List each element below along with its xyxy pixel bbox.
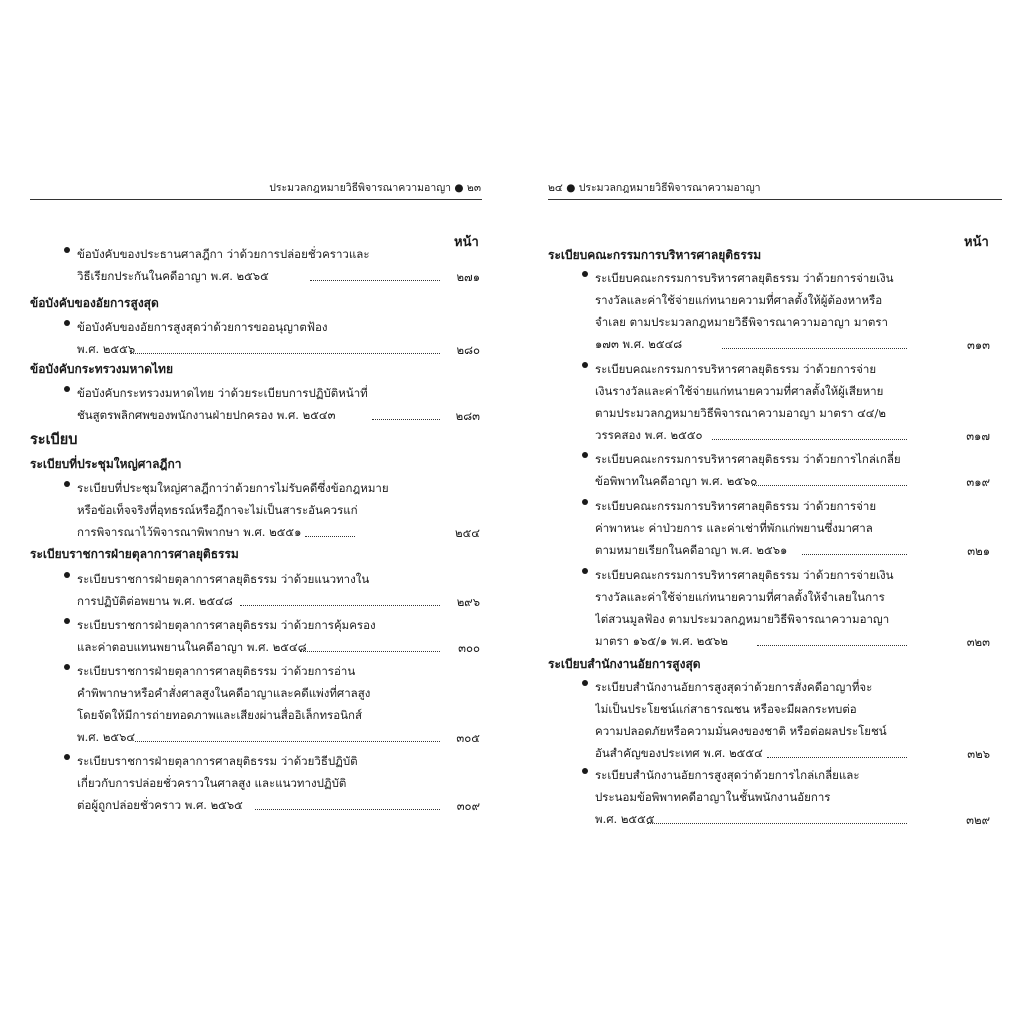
leader-dots bbox=[135, 741, 440, 742]
section-title: ระเบียบสำนักงานอัยการสูงสุด bbox=[548, 657, 701, 671]
leader-dots bbox=[310, 280, 440, 281]
page-number: ๓๒๓ bbox=[966, 635, 990, 649]
entry-line: ข้อบังคับของประธานศาลฎีกา ว่าด้วยการปล่อยชั่วคราวและ bbox=[77, 247, 370, 261]
leader-dots bbox=[767, 757, 907, 758]
entry-line: พ.ศ. ๒๕๕๖ bbox=[77, 342, 136, 356]
entry-line: รางวัลและค่าใช้จ่ายแก่ทนายความที่ศาลตั้งให้จำเลยในการ bbox=[595, 590, 885, 604]
page-number: ๓๐๐ bbox=[458, 641, 480, 655]
page-number: ๓๐๕ bbox=[456, 731, 480, 745]
entry-line: ตามประมวลกฎหมายวิธีพิจารณาความอาญา มาตรา ๔๔/๒ bbox=[595, 406, 886, 420]
leader-dots bbox=[712, 439, 907, 440]
section-title: ระเบียบที่ประชุมใหญ่ศาลฎีกา bbox=[30, 457, 182, 471]
entry-line: เงินรางวัลและค่าใช้จ่ายแก่ทนายความที่ศาลตั้งให้ผู้เสียหาย bbox=[595, 384, 884, 398]
entry-line: การพิจารณาไว้พิจารณาพิพากษา พ.ศ. ๒๕๕๑ bbox=[77, 525, 302, 539]
entry-line: ระเบียบราชการฝ่ายตุลาการศาลยุติธรรม ว่าด้วยการคุ้มครอง bbox=[77, 618, 376, 632]
entry-line: ข้อบังคับของอัยการสูงสุดว่าด้วยการขออนุญาตฟ้อง bbox=[77, 320, 328, 334]
leader-dots bbox=[802, 554, 907, 555]
bullet-icon bbox=[582, 362, 588, 368]
page-number: ๓๒๙ bbox=[966, 813, 990, 827]
entry-line: ชันสูตรพลิกศพของพนักงานฝ่ายปกครอง พ.ศ. ๒๕๔๓ bbox=[77, 408, 336, 422]
page-number: ๒๕๔ bbox=[455, 526, 480, 540]
entry-line: ระเบียบคณะกรรมการบริหารศาลยุติธรรม ว่าด้วยการจ่ายเงิน bbox=[595, 568, 894, 582]
entry-line: วิธีเรียกประกันในคดีอาญา พ.ศ. ๒๕๖๕ bbox=[77, 269, 269, 283]
bullet-icon bbox=[582, 499, 588, 505]
leader-dots bbox=[752, 485, 907, 486]
page-number: ๓๑๓ bbox=[966, 338, 990, 352]
entry-line: ไต่สวนมูลฟ้อง ตามประมวลกฎหมายวิธีพิจารณาความอาญา bbox=[595, 612, 890, 626]
entry-line: ระเบียบราชการฝ่ายตุลาการศาลยุติธรรม ว่าด้วยวิธีปฏิบัติ bbox=[77, 754, 358, 768]
section-title: ระเบียบ bbox=[30, 431, 78, 448]
bullet-icon bbox=[582, 680, 588, 686]
leader-dots bbox=[722, 348, 907, 349]
entry-line: ระเบียบสำนักงานอัยการสูงสุดว่าด้วยการสั่งคดีอาญาที่จะ bbox=[595, 680, 873, 694]
bullet-icon bbox=[64, 618, 70, 624]
entry-line: ระเบียบคณะกรรมการบริหารศาลยุติธรรม ว่าด้วยการจ่ายเงิน bbox=[595, 271, 894, 285]
header-rule bbox=[548, 199, 1002, 200]
entry-line: ข้อพิพาทในคดีอาญา พ.ศ. ๒๕๖๐ bbox=[595, 474, 758, 488]
page-number: ๒๘๓ bbox=[455, 409, 480, 423]
bullet-icon bbox=[582, 768, 588, 774]
bullet-icon bbox=[582, 568, 588, 574]
section-title: ข้อบังคับกระทรวงมหาดไทย bbox=[30, 362, 173, 376]
entry-line: และค่าตอบแทนพยานในคดีอาญา พ.ศ. ๒๕๔๘ bbox=[77, 640, 307, 654]
entry-line: ระเบียบราชการฝ่ายตุลาการศาลยุติธรรม ว่าด้วยแนวทางใน bbox=[77, 572, 370, 586]
entry-line: ระเบียบราชการฝ่ายตุลาการศาลยุติธรรม ว่าด้วยการอ่าน bbox=[77, 664, 356, 678]
entry-line: ค่าพาหนะ ค่าป่วยการ และค่าเช่าที่พักแก่พยานซึ่งมาศาล bbox=[595, 521, 873, 535]
entry-line: วรรคสอง พ.ศ. ๒๕๕๐ bbox=[595, 428, 703, 442]
page-column-label: หน้า bbox=[454, 235, 479, 250]
leader-dots bbox=[647, 823, 907, 824]
entry-line: คำพิพากษาหรือคำสั่งศาลสูงในคดีอาญาและคดีแพ่งที่ศาลสูง bbox=[77, 686, 371, 700]
entry-line: ระเบียบคณะกรรมการบริหารศาลยุติธรรม ว่าด้วยการจ่าย bbox=[595, 362, 877, 376]
bullet-icon bbox=[64, 481, 70, 487]
entry-line: ระเบียบที่ประชุมใหญ่ศาลฎีกาว่าด้วยการไม่รับคดีซึ่งข้อกฎหมาย bbox=[77, 481, 389, 495]
entry-line: หรือข้อเท็จจริงที่อุทธรณ์หรือฎีกาจะไม่เป็นสาระอันควรแก่ bbox=[77, 503, 358, 517]
running-head: ๒๔ ● ประมวลกฎหมายวิธีพิจารณาความอาญา bbox=[548, 182, 761, 194]
bullet-icon bbox=[64, 320, 70, 326]
entry-line: ระเบียบคณะกรรมการบริหารศาลยุติธรรม ว่าด้วยการจ่าย bbox=[595, 499, 877, 513]
entry-line: อันสำคัญของประเทศ พ.ศ. ๒๕๕๔ bbox=[595, 746, 763, 760]
entry-line: ระเบียบคณะกรรมการบริหารศาลยุติธรรม ว่าด้วยการไกล่เกลี่ย bbox=[595, 452, 901, 466]
entry-line: ๑๗๓ พ.ศ. ๒๕๔๘ bbox=[595, 337, 683, 351]
entry-line: ประนอมข้อพิพาทคดีอาญาในชั้นพนักงานอัยการ bbox=[595, 790, 831, 804]
page-number: ๓๒๖ bbox=[967, 747, 990, 761]
section-title: ระเบียบคณะกรรมการบริหารศาลยุติธรรม bbox=[548, 248, 762, 262]
bullet-icon bbox=[64, 247, 70, 253]
page-number: ๒๙๖ bbox=[456, 595, 480, 609]
header-rule bbox=[30, 199, 482, 200]
bullet-icon bbox=[582, 452, 588, 458]
leader-dots bbox=[300, 651, 440, 652]
page-number: ๓๑๗ bbox=[966, 429, 990, 443]
bullet-icon bbox=[64, 572, 70, 578]
entry-line: ข้อบังคับกระทรวงมหาดไทย ว่าด้วยระเบียบการปฏิบัติหน้าที่ bbox=[77, 386, 368, 400]
section-title: ระเบียบราชการฝ่ายตุลาการศาลยุติธรรม bbox=[30, 547, 239, 561]
page-number: ๓๐๙ bbox=[456, 799, 480, 813]
entry-line: รางวัลและค่าใช้จ่ายแก่ทนายความที่ศาลตั้งให้ผู้ต้องหาหรือ bbox=[595, 293, 883, 307]
leader-dots bbox=[240, 605, 440, 606]
bullet-icon bbox=[64, 664, 70, 670]
entry-line: ความปลอดภัยหรือความมั่นคงของชาติ หรือต่อผลประโยชน์ bbox=[595, 724, 887, 738]
entry-line: มาตรา ๑๖๕/๑ พ.ศ. ๒๕๖๒ bbox=[595, 634, 728, 648]
bullet-icon bbox=[64, 754, 70, 760]
entry-line: โดยจัดให้มีการถ่ายทอดภาพและเสียงผ่านสื่ออิเล็กทรอนิกส์ bbox=[77, 708, 362, 722]
entry-line: พ.ศ. ๒๕๕๕ bbox=[595, 812, 655, 826]
page-number: ๒๗๑ bbox=[456, 270, 480, 284]
entry-line: การปฏิบัติต่อพยาน พ.ศ. ๒๕๔๘ bbox=[77, 594, 233, 608]
leader-dots bbox=[757, 645, 907, 646]
entry-line: พ.ศ. ๒๕๖๔ bbox=[77, 730, 136, 744]
running-head: ประมวลกฎหมายวิธีพิจารณาความอาญา ● ๒๓ bbox=[269, 182, 481, 194]
entry-line: ตามหมายเรียกในคดีอาญา พ.ศ. ๒๕๖๑ bbox=[595, 543, 788, 557]
entry-line: ต่อผู้ถูกปล่อยชั่วคราว พ.ศ. ๒๕๖๕ bbox=[77, 798, 243, 812]
entry-line: จำเลย ตามประมวลกฎหมายวิธีพิจารณาความอาญา มาตรา bbox=[595, 315, 889, 329]
leader-dots bbox=[305, 536, 355, 537]
entry-line: ไม่เป็นประโยชน์แก่สาธารณชน หรือจะมีผลกระทบต่อ bbox=[595, 702, 857, 716]
entry-line: เกี่ยวกับการปล่อยชั่วคราวในศาลสูง และแนวทางปฏิบัติ bbox=[77, 776, 347, 790]
bullet-icon bbox=[582, 271, 588, 277]
leader-dots bbox=[130, 353, 440, 354]
leader-dots bbox=[255, 809, 440, 810]
section-title: ข้อบังคับของอัยการสูงสุด bbox=[30, 296, 159, 310]
right-page bbox=[512, 0, 1024, 1024]
page-number: ๓๑๙ bbox=[966, 475, 990, 489]
page-column-label: หน้า bbox=[964, 235, 989, 250]
page-number: ๓๒๑ bbox=[967, 544, 990, 558]
page-number: ๒๘๐ bbox=[456, 343, 480, 357]
entry-line: ระเบียบสำนักงานอัยการสูงสุดว่าด้วยการไกล่เกลี่ยและ bbox=[595, 768, 860, 782]
bullet-icon bbox=[64, 386, 70, 392]
